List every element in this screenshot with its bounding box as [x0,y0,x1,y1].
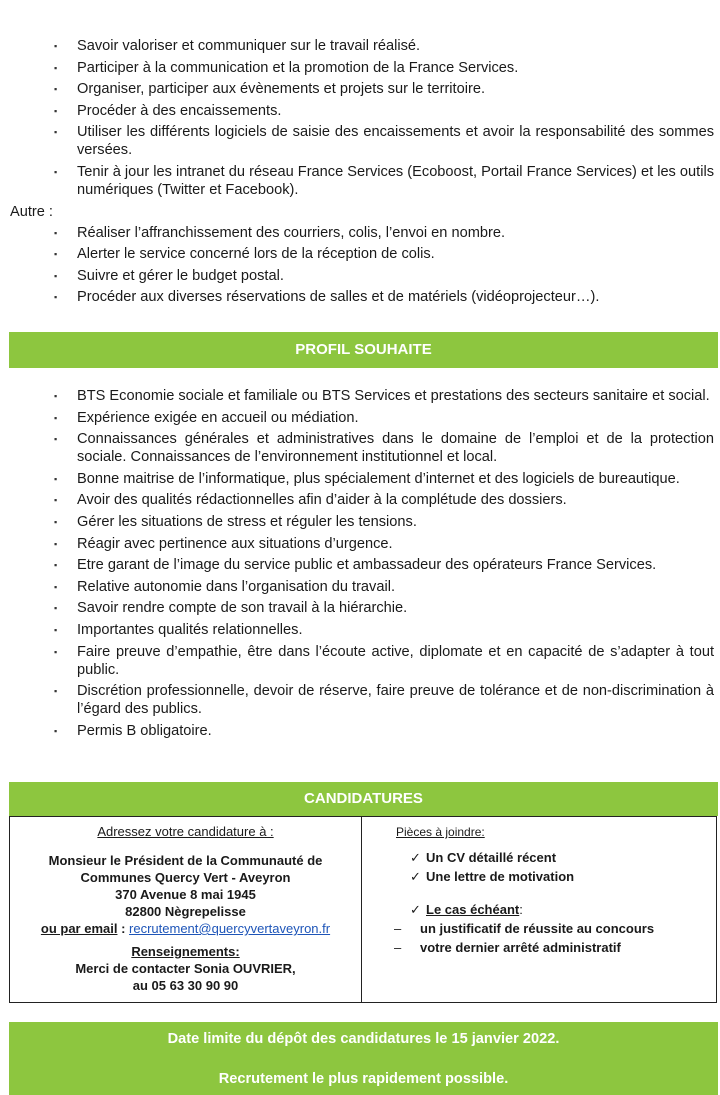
pieces-heading: Pièces à joindre: [396,825,485,839]
email-link[interactable]: recrutement@quercyvertaveyron.fr [129,921,331,936]
list-item: ▪ Bonne maitrise de l’informatique, plus spécialement d’internet et des logiciels de bureautique. [54,470,680,487]
list-item: ▪ Etre garant de l’image du service public et ambassadeur des opérateurs France Services. [54,557,657,574]
list-item: ▪ Suivre et gérer le budget postal. [54,267,284,284]
contact-line: Merci de contacter Sonia OUVRIER, [75,961,296,976]
autre-label: Autre : [10,203,53,220]
dash-item: – votre dernier arrêté administratif [394,940,621,955]
list-item: ▪ Permis B obligatoire. [54,722,212,739]
bullet-icon: ▪ [54,686,58,697]
bullet-icon: ▪ [54,725,58,736]
address-heading: Adressez votre candidature à : [97,824,274,839]
profil-section [0,387,720,743]
list-item: ▪ Réagir avec pertinence aux situations d’urgence. [54,535,393,552]
address-line: Communes Quercy Vert - Aveyron [80,870,291,885]
bullet-icon: ▪ [54,270,58,281]
bullet-icon: ▪ [54,62,58,73]
list-item: ▪ Connaissances générales et administratives dans le domaine de l’emploi et de la protection sociale. Connaissances de l’environnement institutionnel et local. [54,431,714,466]
check-icon: ✓ [410,850,421,865]
list-item: ▪ Savoir rendre compte de son travail à la hiérarchie. [54,600,408,617]
address-line: 370 Avenue 8 mai 1945 [115,887,256,902]
list-item: ▪ Organiser, participer aux évènements et projets sur le territoire. [54,81,485,98]
check-item: ✓ Une lettre de motivation [410,869,575,884]
list-item: ▪ Avoir des qualités rédactionnelles afin d’aider à la complétude des dossiers. [54,492,567,509]
candidature-address-column [10,817,362,1002]
bullet-icon: ▪ [54,166,58,177]
address-line: 82800 Nègrepelisse [125,904,246,919]
bullet-icon: ▪ [54,227,58,238]
bullet-icon: ▪ [54,516,58,527]
list-item: ▪ Participer à la communication et la promotion de la France Services. [54,59,519,76]
bullet-icon: ▪ [54,434,58,445]
renseignements-heading: Renseignements: [131,944,240,959]
address-line: Monsieur le Président de la Communauté de [48,853,323,868]
recruitment-text: Recrutement le plus rapidement possible. [218,1071,509,1087]
bullet-icon: ▪ [54,560,58,571]
cas-echeant: ✓ Le cas échéant: [410,902,523,917]
check-item: ✓ Un CV détaillé récent [410,850,557,865]
email-prefix: ou par email [40,921,118,936]
list-item: ▪ Procéder à des encaissements. [54,102,282,119]
dash-item: – un justificatif de réussite au concours [394,921,655,936]
bullet-icon: ▪ [54,603,58,614]
email-separator: : [117,921,130,936]
list-item: ▪ Importantes qualités relationnelles. [54,621,303,638]
bullet-icon: ▪ [54,391,58,401]
bullet-icon: ▪ [54,249,58,260]
dash-icon: – [394,940,402,955]
bullet-icon: ▪ [54,473,58,484]
bullet-icon: ▪ [54,412,58,423]
list-item: ▪ Discrétion professionnelle, devoir de réserve, faire preuve de tolérance et de non-discrimination à l’égard des publics. [54,683,714,718]
address-block [10,852,361,920]
bullet-icon: ▪ [54,127,58,138]
pieces-column [362,817,716,1002]
bullet-icon: ▪ [54,41,58,51]
list-item: ▪ Faire preuve d’empathie, être dans l’écoute active, diplomate et en capacité de s’adapter à tout public. [54,643,714,678]
list-item: ▪ Gérer les situations de stress et réguler les tensions. [54,513,417,530]
check-icon: ✓ [410,902,421,917]
profil-list [0,387,720,740]
bullet-icon: ▪ [54,105,58,116]
bullet-icon: ▪ [54,495,58,506]
bullet-icon: ▪ [54,581,58,592]
list-item: ▪ Réaliser l’affranchissement des courriers, colis, l’envoi en nombre. [54,224,506,241]
list-item: ▪ Relative autonomie dans l’organisation du travail. [54,578,396,595]
list-item: ▪ Tenir à jour les intranet du réseau France Services (Ecoboost, Portail France Services) et les outils numériques (Twitter et Facebook). [54,163,714,198]
bullet-icon: ▪ [54,538,58,549]
list-item: ▪ Procéder aux diverses réservations de salles et de matériels (vidéoprojecteur…). [54,289,600,306]
list-item: ▪ Expérience exigée en accueil ou médiation. [54,409,359,426]
check-icon: ✓ [410,869,421,884]
bullet-icon: ▪ [54,84,58,95]
deadline-text: Date limite du dépôt des candidatures le 15 janvier 2022. [167,1031,560,1047]
contact-phone: au 05 63 30 90 90 [132,978,239,993]
autre-list [0,224,720,307]
missions-section [0,37,720,310]
list-item: ▪ Savoir valoriser et communiquer sur le travail réalisé. [54,38,421,54]
footer-banner [9,1022,718,1095]
email-line [10,920,361,937]
list-item: ▪ Alerter le service concerné lors de la réception de colis. [54,246,435,263]
profil-banner: PROFIL SOUHAITE [9,332,718,368]
candidatures-banner: CANDIDATURES [9,782,718,816]
missions-list [0,37,720,199]
dash-icon: – [394,921,402,936]
bullet-icon: ▪ [54,624,58,635]
list-item: ▪ Utiliser les différents logiciels de saisie des encaissements et avoir la responsabilité des sommes versées. [54,124,714,159]
bullet-icon: ▪ [54,292,58,303]
bullet-icon: ▪ [54,646,58,657]
list-item: ▪ BTS Economie sociale et familiale ou BTS Services et prestations des secteurs sanitaire et social. [54,388,710,404]
candidatures-box [9,816,717,1003]
